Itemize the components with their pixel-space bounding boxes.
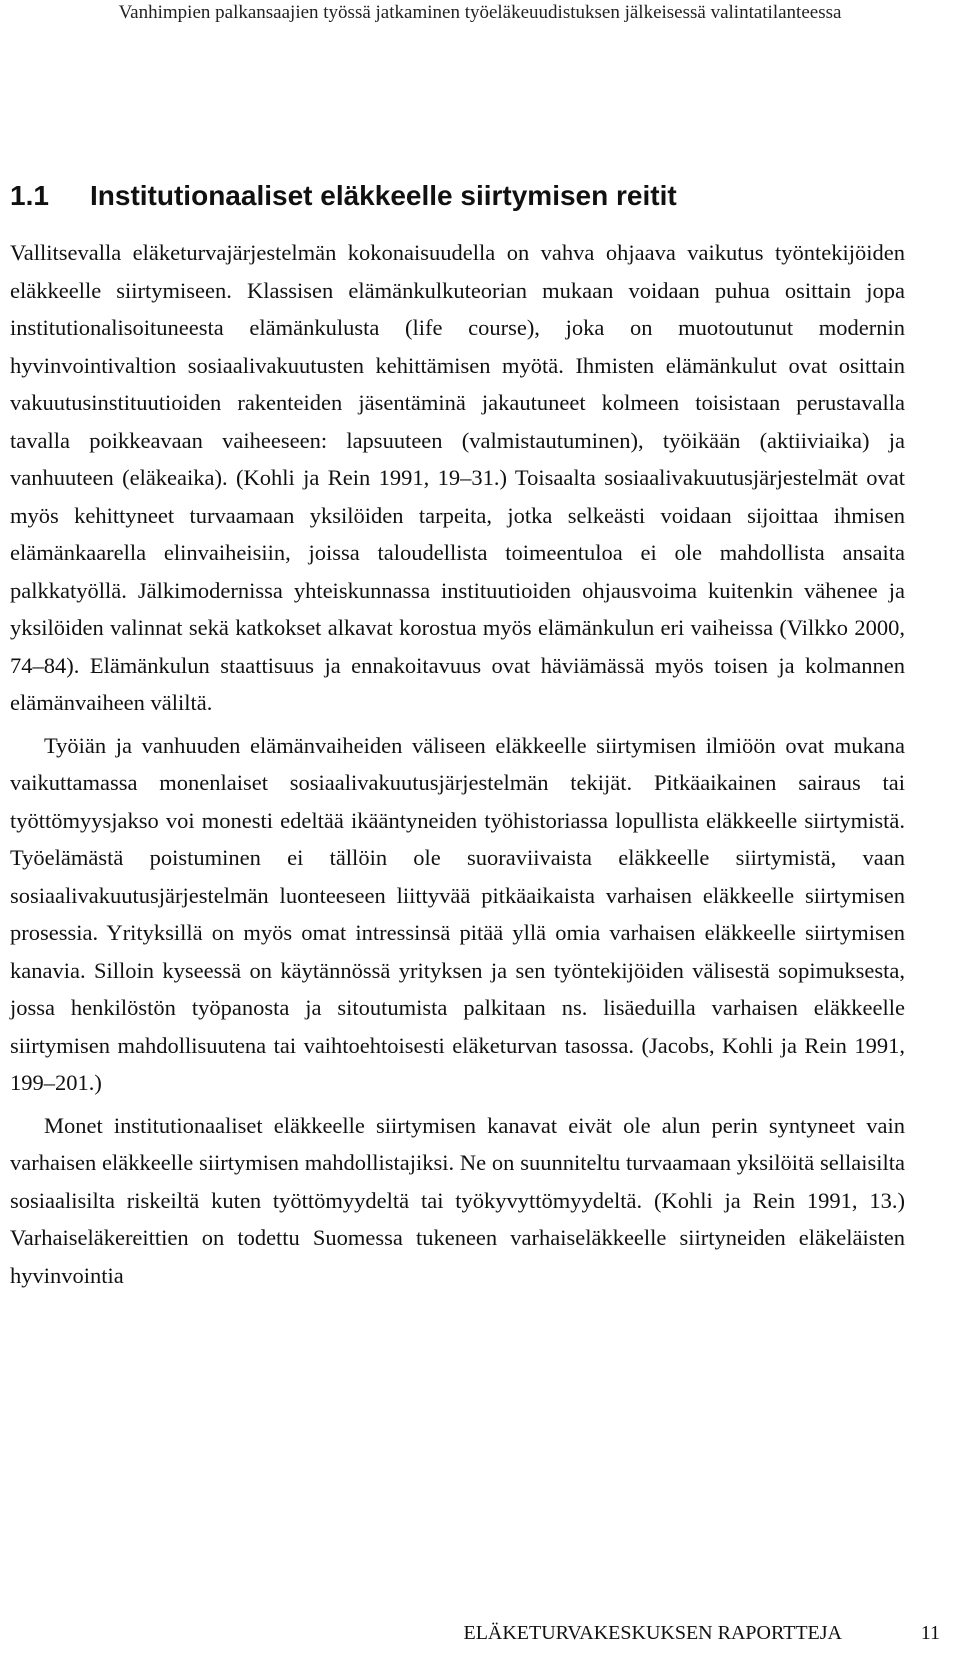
page-footer xyxy=(0,1618,960,1648)
body-text xyxy=(10,234,905,1294)
paragraph: Monet institutionaaliset eläkkeelle siirtymisen kanavat eivät ole alun perin syntyneet vain varhaisen eläkkeelle siirtymisen mahdollistajiksi. Ne on suunniteltu turvaamaan yksilöitä sellaisilta sosiaalisilta riskeiltä kuten työttömyydeltä tai työkyvyttömyydeltä. (Kohli ja Rein 1991, 13.) Varhaiseläkereittien on todettu Suomessa tukeneen varhaiseläkkeelle siirtyneiden eläkeläisten hyvinvointia xyxy=(10,1112,905,1288)
section-number: 1.1 xyxy=(10,180,49,211)
paragraph: Vallitsevalla eläketurvajärjestelmän kokonaisuudella on vahva ohjaava vaikutus työntekijöiden eläkkeelle siirtymiseen. Klassisen elämänkulkuteorian mukaan voidaan puhua osittain jopa institutionalisoituneesta elämänkulusta (life course), joka on muotoutunut modernin hyvinvointivaltion sosiaalivakuutusten kehittämisen myötä. Ihmisten elämänkulut ovat osittain vakuutusinstituutioiden rakenteiden jäsentäminä jakautuneet kolmeen toisistaan perustavalla tavalla poikkeavaan vaiheeseen: lapsuuteen (valmistautuminen), työikään (aktiiviaika) ja vanhuuteen (eläkeaika). (Kohli ja Rein 1991, 19–31.) Toisaalta sosiaalivakuutusjärjestelmät ovat myös kehittyneet turvaamaan yksilöiden tarpeita, jotka selkeästi voidaan sijoittaa ihmisen elämänkaarella elinvaiheisiin, joissa taloudellista toimeentuloa ei ole mahdollista ansaita palkkatyöllä. Jälkimodernissa yhteiskunnassa instituutioiden ohjausvoima kuitenkin vähenee ja yksilöiden valinnat sekä katkokset alkavat korostua myös elämänkulun eri vaiheissa (Vilkko 2000, 74–84). Elämänkulun staattisuus ja ennakoitavuus ovat häviämässä myös toisen ja kolmannen elämänvaiheen väliltä. xyxy=(10,240,905,715)
page-number: 11 xyxy=(920,1622,940,1644)
footer-publication-title: ELÄKETURVAKESKUKSEN RAPORTTEJA xyxy=(463,1622,842,1644)
section-title: Institutionaaliset eläkkeelle siirtymisen reitit xyxy=(90,180,677,211)
running-header: Vanhimpien palkansaajien työssä jatkaminen työeläkeuudistuksen jälkeisessä valintatilanteessa xyxy=(118,2,842,23)
paragraph: Työiän ja vanhuuden elämänvaiheiden väliseen eläkkeelle siirtymisen ilmiöön ovat mukana vaikuttamassa monenlaiset sosiaalivakuutusjärjestelmän tekijät. Pitkäaikainen sairaus tai työttömyysjakso voi monesti edeltää ikääntyneiden työhistoriassa lopullista eläkkeelle siirtymistä. Työelämästä poistuminen ei tällöin ole suoraviivaista eläkkeelle siirtymistä, vaan sosiaalivakuutusjärjestelmän luonteeseen liittyvää pitkäaikaista varhaisen eläkkeelle siirtymisen prosessia. Yrityksillä on myös omat intressinsä pitää yllä omia varhaisen eläkkeelle siirtymisen kanavia. Silloin kyseessä on käytännössä yrityksen ja sen työntekijöiden välisestä sopimuksesta, jossa henkilöstön työpanosta ja sitoutumista palkitaan ns. lisäeduilla varhaisen eläkkeelle siirtymisen mahdollisuutena tai vaihtoehtoisesti eläketurvan tasossa. (Jacobs, Kohli ja Rein 1991, 199–201.) xyxy=(10,732,905,1095)
section-heading xyxy=(10,178,677,214)
